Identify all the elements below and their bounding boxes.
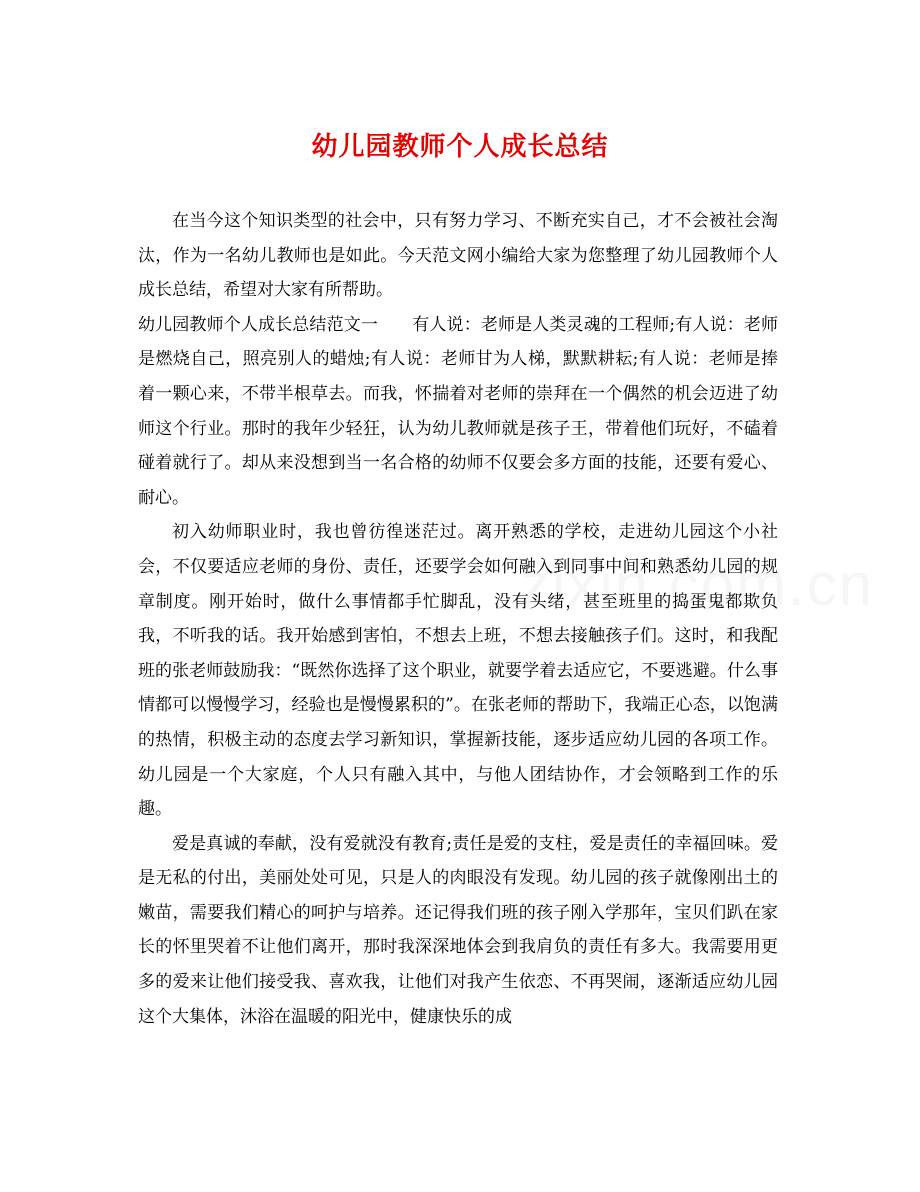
page-title: 幼儿园教师个人成长总结: [311, 132, 609, 162]
paragraph-love-and-responsibility: 爱是真诚的奉献，没有爱就没有教育;责任是爱的支柱，爱是责任的幸福回味。爱是无私的付出，美丽处处可见，只是人的肉眼没有发现。幼儿园的孩子就像刚出土的嫩苗，需要我们精心的呵护与培养。还记得我们班的孩子刚入学那年，宝贝们趴在家长的怀里哭着不让他们离开，那时我深深地体会到我肩负的责任有多大。我需要用更多的爱来让他们接受我、喜欢我，让他们对我产生依恋、不再哭闹，逐渐适应幼儿园这个大集体，沐浴在温暖的阳光中，健康快乐的成: [138, 833, 778, 1027]
paragraph-intro: 在当今这个知识类型的社会中，只有努力学习、不断充实自己，才不会被社会淘汰，作为一名幼儿教师也是如此。今天范文网小编给大家为您整理了幼儿园教师个人成长总结，希望对大家有所帮助。: [138, 211, 778, 301]
document-body: [138, 204, 778, 1034]
paragraph-sample-one: 幼儿园教师个人成长总结范文一 有人说：老师是人类灵魂的工程师;有人说：老师是燃烧自己，照亮别人的蜡烛;有人说：老师甘为人梯，默默耕耘;有人说：老师是捧着一颗心来，不带半根草去。而我，怀揣着对老师的崇拜在一个偶然的机会迈进了幼师这个行业。那时的我年少轻狂，认为幼儿教师就是孩子王，带着他们玩好，不磕着碰着就行了。却从来没想到当一名合格的幼师不仅要会多方面的技能，还要有爱心、耐心。: [138, 314, 778, 508]
paragraph-early-career: 初入幼师职业时，我也曾彷徨迷茫过。离开熟悉的学校，走进幼儿园这个小社会，不仅要适应老师的身份、责任，还要学会如何融入到同事中间和熟悉幼儿园的规章制度。刚开始时，做什么事情都手忙脚乱，没有头绪，甚至班里的捣蛋鬼都欺负我，不听我的话。我开始感到害怕，不想去上班，不想去接触孩子们。这时，和我配班的张老师鼓励我：“既然你选择了这个职业，就要学着去适应它，不要逃避。什么事情都可以慢慢学习，经验也是慢慢累积的”。在张老师的帮助下，我端正心态，以饱满的热情，积极主动的态度去学习新知识，掌握新技能，逐步适应幼儿园的各项工作。幼儿园是一个大家庭，个人只有融入其中，与他人团结协作，才会领略到工作的乐趣。: [138, 522, 778, 820]
